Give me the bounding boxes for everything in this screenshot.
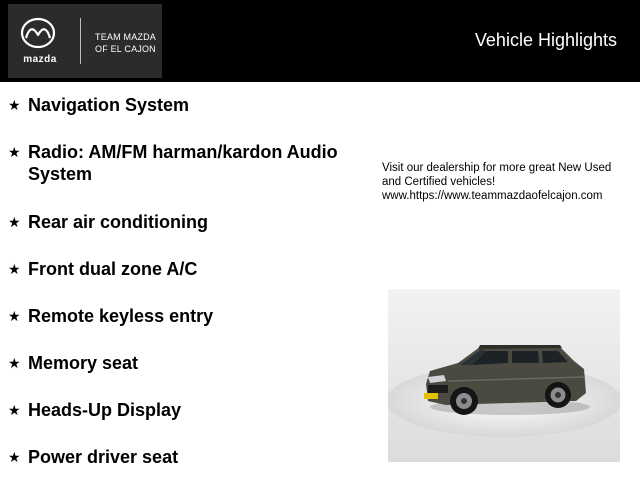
feature-label: Front dual zone A/C [28, 259, 198, 279]
star-bullet-icon: ★ [8, 97, 21, 113]
feature-item [8, 258, 368, 305]
feature-item [8, 352, 368, 399]
star-bullet-icon: ★ [8, 402, 21, 418]
feature-label: Memory seat [28, 353, 139, 373]
feature-label: Rear air conditioning [28, 212, 209, 232]
feature-item [8, 211, 368, 258]
dealer-name [95, 31, 156, 55]
feature-label: Radio: AM/FM harman/kardon Audio System [28, 142, 338, 184]
star-bullet-icon: ★ [8, 449, 21, 465]
mazda-wordmark: mazda [23, 54, 57, 65]
vehicle-photo[interactable] [388, 289, 620, 462]
star-bullet-icon: ★ [8, 261, 21, 277]
feature-label: Remote keyless entry [28, 306, 214, 326]
feature-label: Navigation System [28, 95, 190, 115]
feature-item [8, 94, 368, 141]
suv-photo-icon [388, 289, 620, 462]
dealer-logo[interactable] [8, 4, 162, 78]
feature-item [8, 305, 368, 352]
feature-item [8, 141, 368, 211]
header-bar [0, 0, 640, 82]
feature-list [8, 94, 368, 493]
feature-label: Power driver seat [28, 447, 179, 467]
dealership-promo [382, 161, 632, 203]
feature-item [8, 446, 368, 493]
dealership-website-link[interactable]: www.https://www.teammazdaofelcajon.com [382, 190, 603, 202]
star-bullet-icon: ★ [8, 355, 21, 371]
mazda-emblem-icon [20, 16, 56, 50]
feature-label: Heads-Up Display [28, 400, 182, 420]
dealer-name-line1: TEAM MAZDA [95, 32, 157, 42]
logo-divider [80, 18, 81, 64]
feature-item [8, 399, 368, 446]
page-title: Vehicle Highlights [474, 30, 617, 50]
dealer-name-line2: OF EL CAJON [95, 44, 156, 54]
star-bullet-icon: ★ [8, 308, 21, 324]
star-bullet-icon: ★ [8, 144, 21, 160]
promo-text: Visit our dealership for more great New Used and Certified vehicles! [382, 162, 612, 188]
star-bullet-icon: ★ [8, 214, 21, 230]
